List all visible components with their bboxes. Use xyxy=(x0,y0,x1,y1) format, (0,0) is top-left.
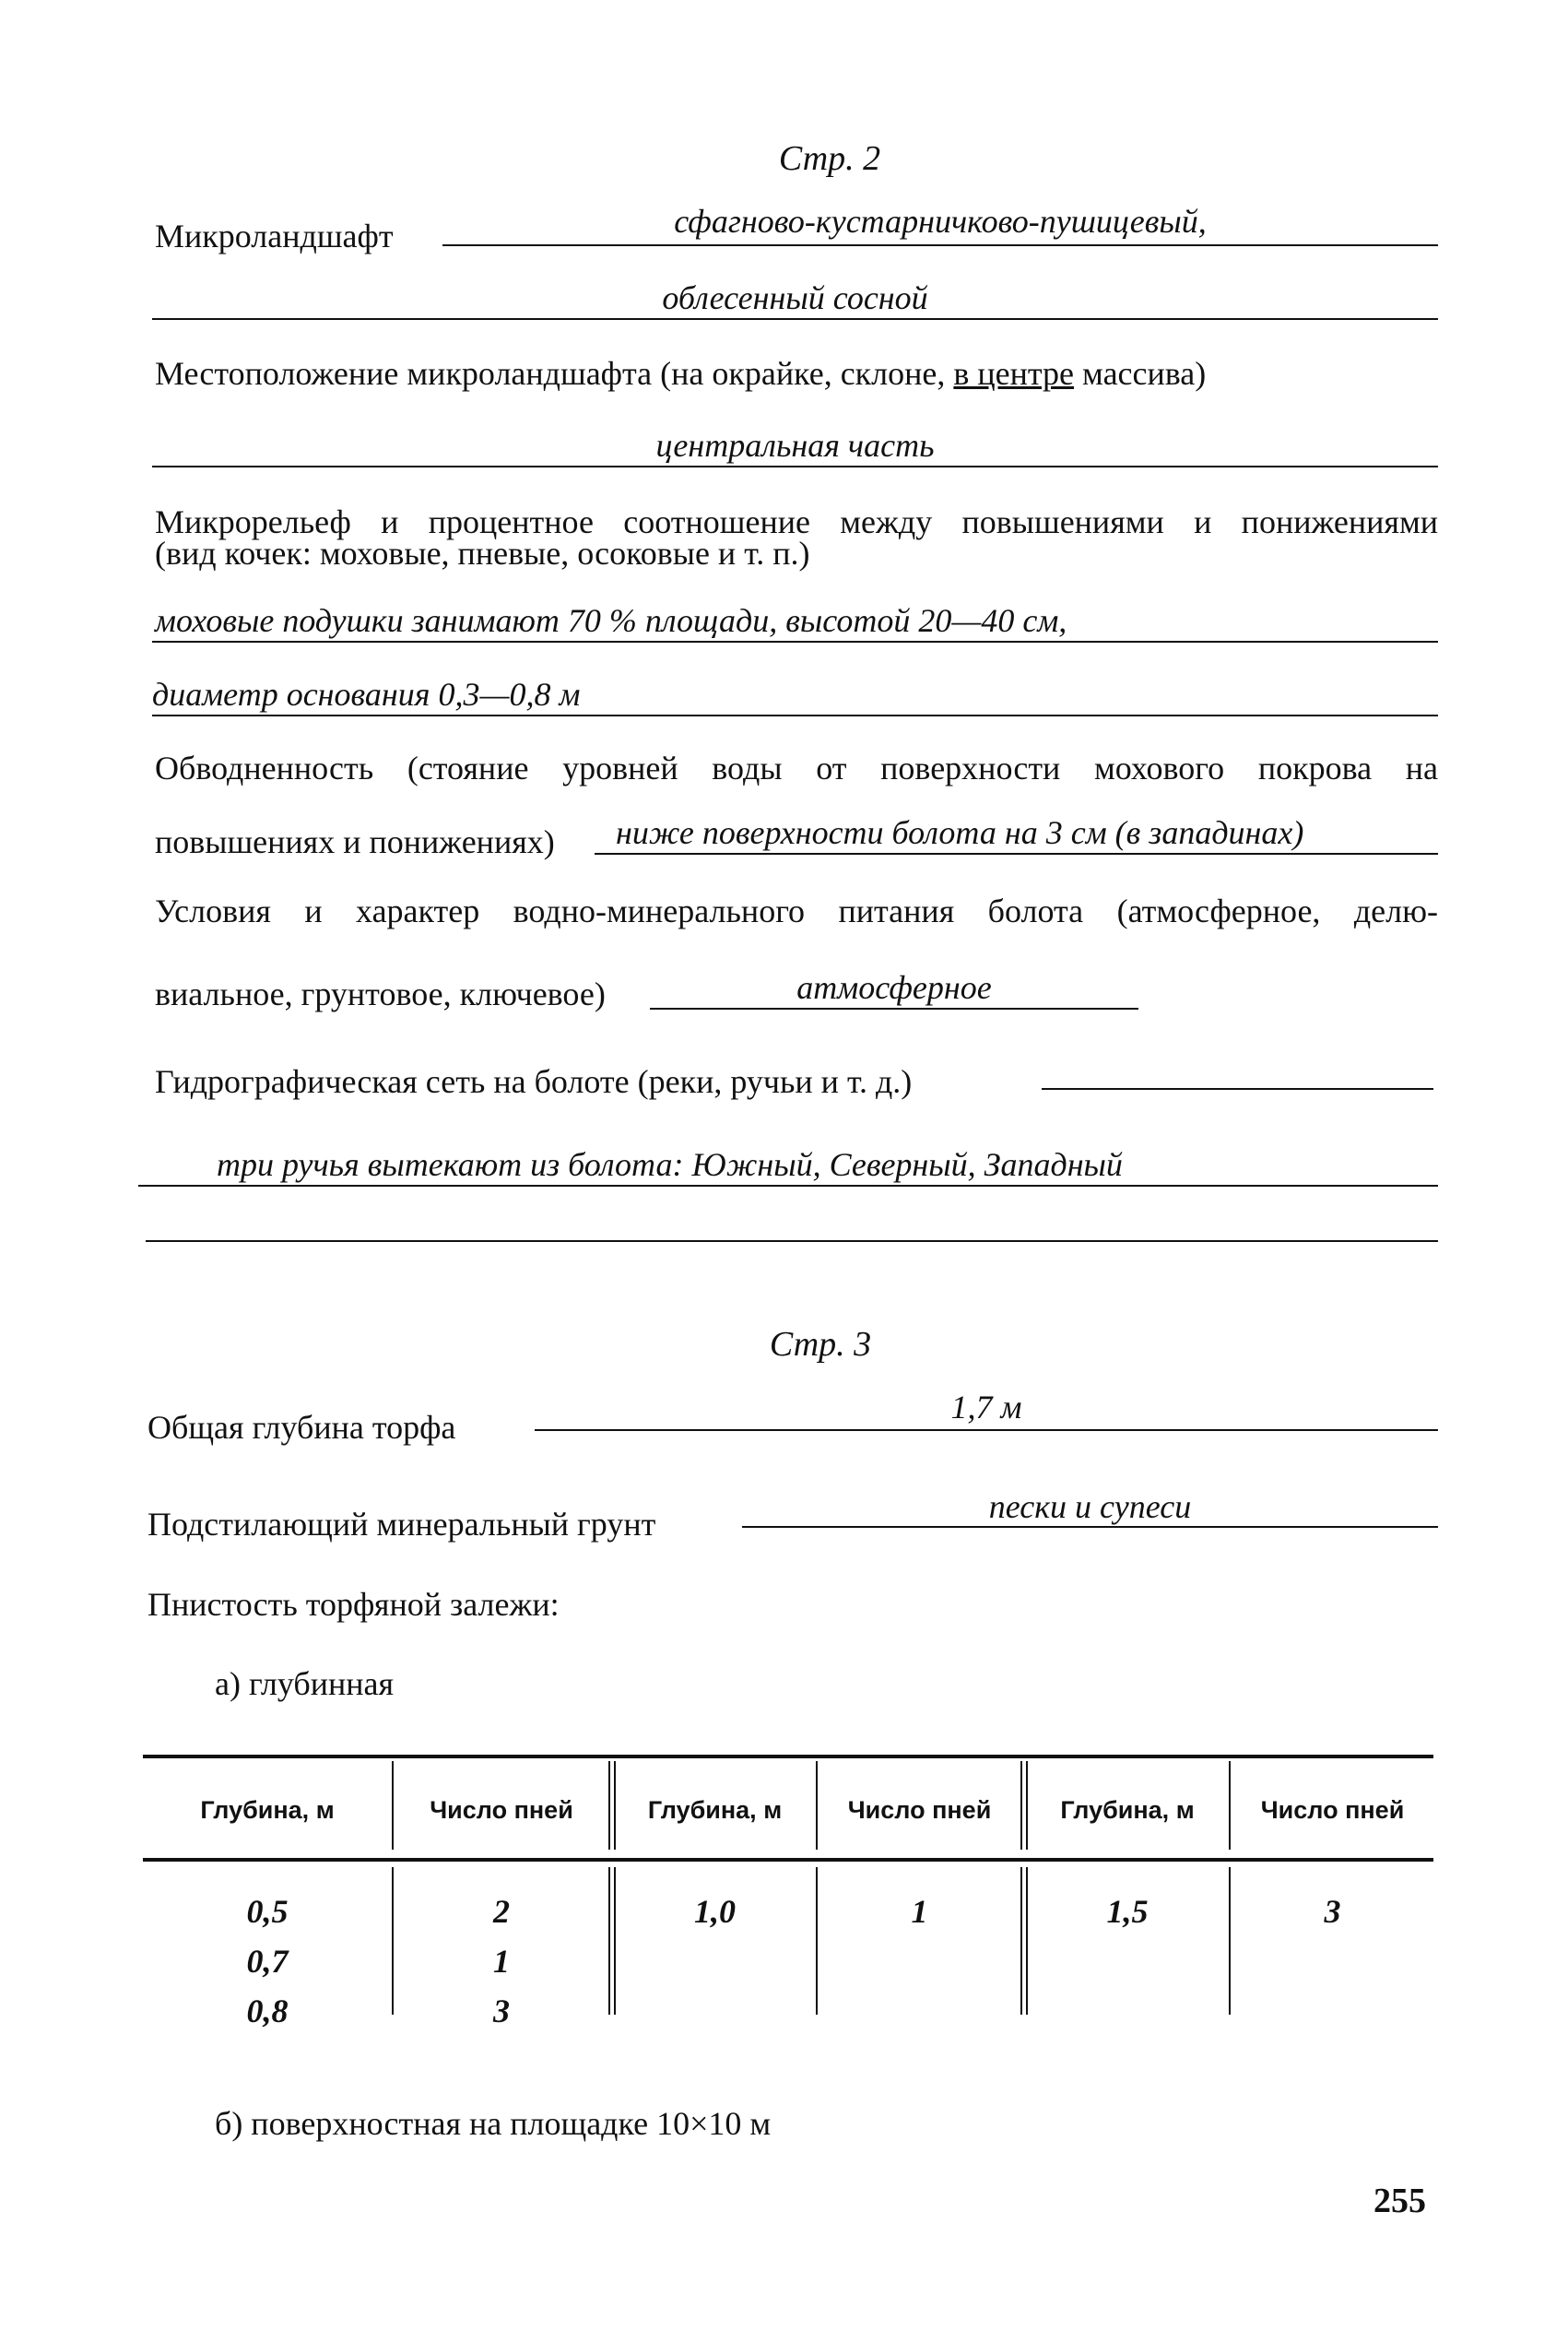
fill-line xyxy=(535,1429,1438,1431)
fill-line xyxy=(152,641,1438,643)
location-label: Местоположение микроландшафта (на окрайке, склоне, в центре массива) xyxy=(155,355,1207,392)
table-header-depth: Глубина, м xyxy=(647,1796,783,1824)
table-header-depth: Глубина, м xyxy=(200,1796,335,1824)
fill-line xyxy=(146,1240,1438,1242)
depth-label: Общая глубина торфа xyxy=(147,1409,456,1446)
table-divider xyxy=(816,1761,818,1850)
section-title-page3: Стр. 3 xyxy=(769,1325,872,1364)
table-cell: 1,5 xyxy=(1106,1893,1149,1930)
microlandscape-value-1: сфагново-кустарничково-пушицевый, xyxy=(674,203,1207,240)
hydro-label: Гидрографическая сеть на болоте (реки, ручьи и т. д.) xyxy=(155,1063,913,1100)
fill-line xyxy=(650,1008,1138,1010)
page-number: 255 xyxy=(1373,2182,1426,2220)
table-header-count: Число пней xyxy=(847,1796,992,1824)
table-cell: 1 xyxy=(911,1893,928,1930)
location-value: центральная часть xyxy=(655,427,935,464)
table-header-depth: Глубина, м xyxy=(1060,1796,1195,1824)
feeding-label-2: виальное, грунтовое, ключевое) xyxy=(155,976,606,1012)
hydro-value: три ручья вытекают из болота: Южный, Северный, Западный xyxy=(217,1146,1123,1183)
table-cell: 1 xyxy=(493,1943,510,1980)
table-divider-double xyxy=(608,1867,616,2015)
microrelief-value-2: диаметр основания 0,3—0,8 м xyxy=(152,676,581,713)
table-cell: 2 xyxy=(493,1893,510,1930)
microrelief-value-1: моховые подушки занимают 70 % площади, высотой 20—40 см, xyxy=(155,602,1067,639)
table-divider xyxy=(392,1761,394,1850)
table-divider xyxy=(1229,1761,1231,1850)
table-top-rule xyxy=(143,1755,1433,1758)
fill-line xyxy=(595,853,1438,855)
table-cell: 0,7 xyxy=(246,1943,289,1980)
watering-label-1: Обводненность (стояние уровней воды от поверхности мохового покрова на xyxy=(155,750,1438,787)
table-divider xyxy=(392,1867,394,2015)
stumpiness-label: Пнистость торфяной залежи: xyxy=(147,1586,560,1623)
table-divider xyxy=(816,1867,818,2015)
fill-line xyxy=(138,1185,1438,1187)
fill-line xyxy=(152,318,1438,320)
table-header-count: Число пней xyxy=(430,1796,573,1824)
fill-line xyxy=(442,244,1438,246)
soil-label: Подстилающий минеральный грунт xyxy=(147,1506,656,1543)
table-cell: 1,0 xyxy=(694,1893,736,1930)
section-title-page2: Стр. 2 xyxy=(778,139,881,178)
microrelief-label-2: (вид кочек: моховые, пневые, осоковые и т. п.) xyxy=(155,535,810,572)
table-header-rule xyxy=(143,1858,1433,1862)
table-cell: 3 xyxy=(1324,1893,1341,1930)
table-cell: 3 xyxy=(493,1993,510,2029)
fill-line xyxy=(152,466,1438,467)
watering-label-2: повышениях и понижениях) xyxy=(155,823,555,860)
microlandscape-label: Микроландшафт xyxy=(155,218,394,254)
deep-stumpiness-label: а) глубинная xyxy=(215,1665,395,1702)
fill-line xyxy=(152,715,1438,716)
fill-line xyxy=(742,1526,1438,1528)
watering-value: ниже поверхности болота на 3 см (в западинах) xyxy=(616,814,1304,851)
microrelief-label-1: Микрорельеф и процентное соотношение между повышениями и понижениями xyxy=(155,503,1438,540)
table-divider-double xyxy=(608,1761,616,1850)
depth-value: 1,7 м xyxy=(950,1389,1022,1425)
soil-value: пески и супеси xyxy=(988,1488,1192,1525)
table-header-count: Число пней xyxy=(1260,1796,1405,1824)
fill-line xyxy=(1042,1088,1433,1090)
table-divider-double xyxy=(1020,1867,1028,2015)
table-divider-double xyxy=(1020,1761,1028,1850)
feeding-label-1: Условия и характер водно-минерального питания болота (атмосферное, делю- xyxy=(155,893,1438,929)
feeding-value: атмосферное xyxy=(796,969,992,1006)
surface-stumpiness-label: б) поверхностная на площадке 10×10 м xyxy=(215,2105,772,2142)
microlandscape-value-2: облесенный сосной xyxy=(662,279,928,316)
table-cell: 0,8 xyxy=(246,1993,289,2029)
table-cell: 0,5 xyxy=(246,1893,289,1930)
table-divider xyxy=(1229,1867,1231,2015)
